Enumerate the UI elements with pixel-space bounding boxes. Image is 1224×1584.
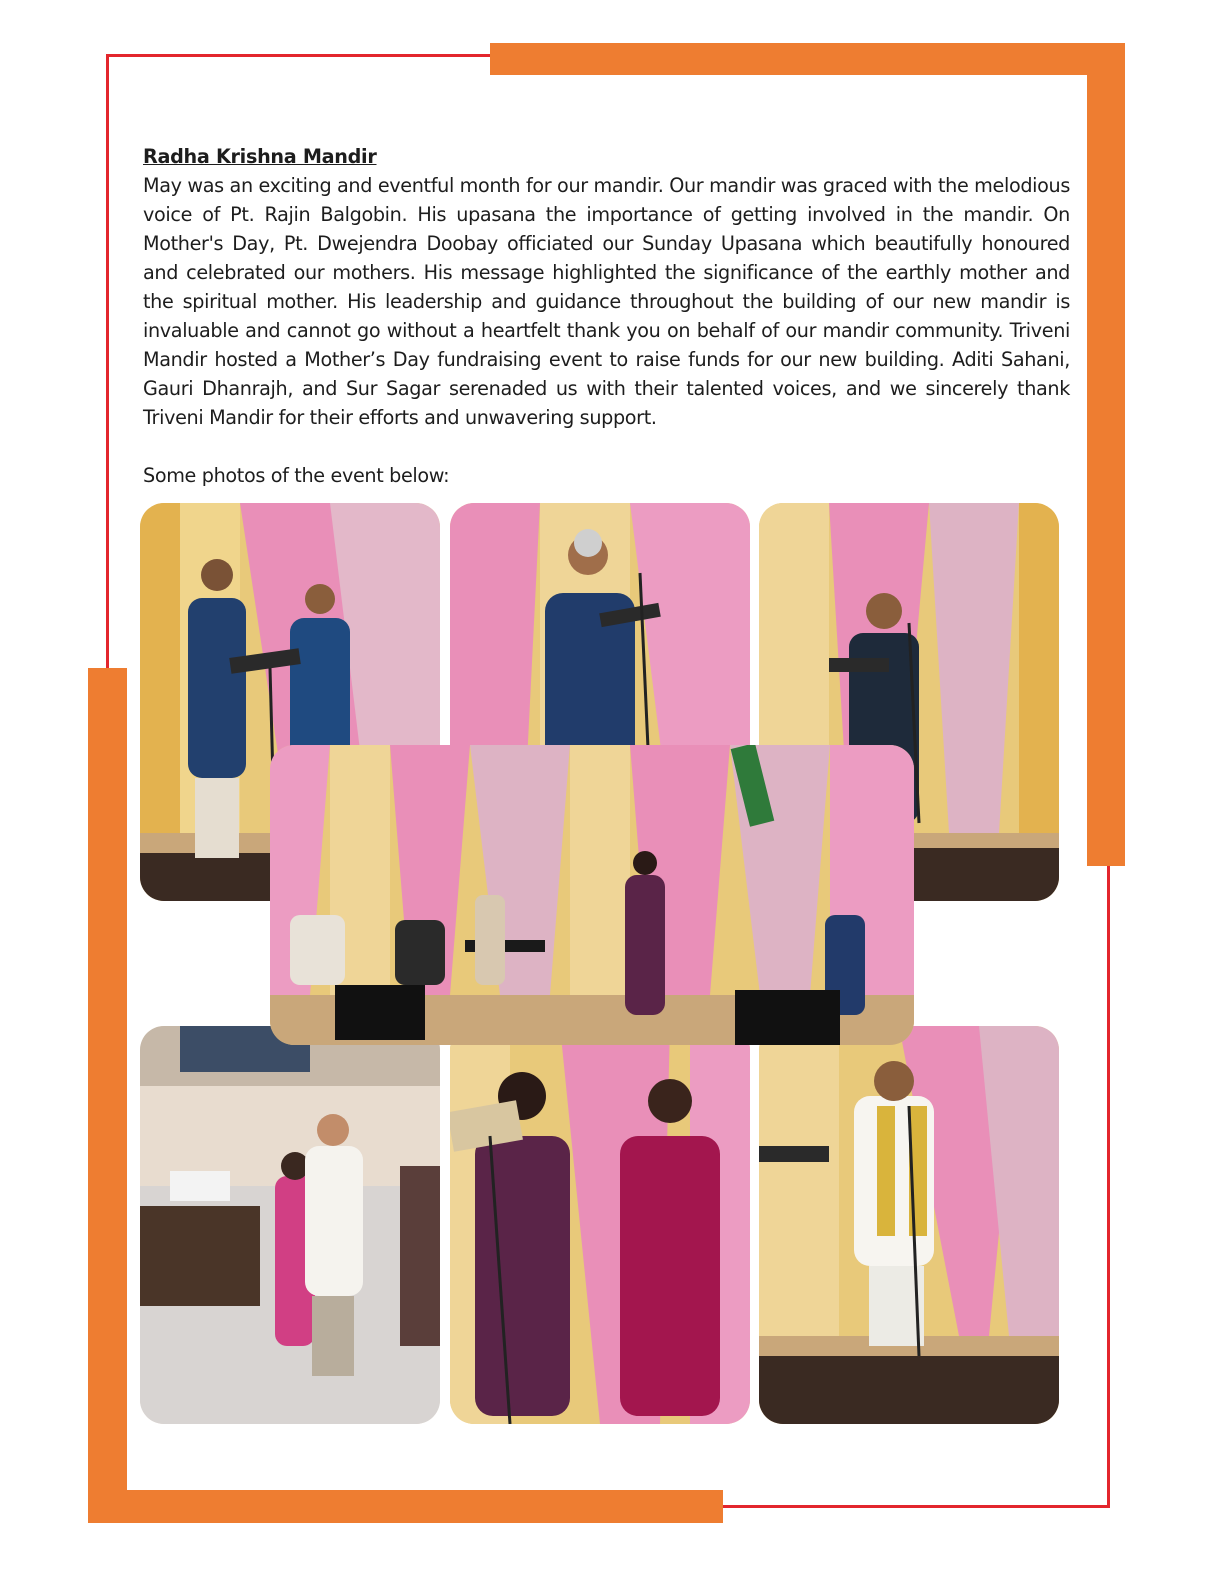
article (143, 142, 1070, 490)
orange-frame-right-bar (1087, 43, 1125, 866)
article-heading: Radha Krishna Mandir (143, 145, 377, 168)
photo-two-women-singing (450, 1026, 750, 1424)
photo-singer-white-kurta (759, 1026, 1059, 1424)
photo-stage-ensemble (270, 745, 914, 1045)
orange-frame-left-bar (88, 668, 127, 1523)
orange-frame-bottom-bar (88, 1490, 723, 1523)
photo-couple-dancing (140, 1026, 440, 1424)
photos-caption: Some photos of the event below: (143, 464, 450, 487)
article-body: May was an exciting and eventful month for our mandir. Our mandir was graced with the melodious voice of Pt. Rajin Balgobin. His upasana the importance of getting involved in the mandir. On Mother's Day, Pt. Dwejendra Doobay officiated our Sunday Upasana which beautifully honoured and celebrated our mothers. His message highlighted the significance of the earthly mother and the spiritual mother. His leadership and guidance throughout the building of our new mandir is invaluable and cannot go without a heartfelt thank you on behalf of our mandir community. Triveni Mandir hosted a Mother’s Day fundraising event to raise funds for our new building. Aditi Sahani, Gauri Dhanrajh, and Sur Sagar serenaded us with their talented voices, and we sincerely thank Triveni Mandir for their efforts and unwavering support. (143, 174, 1070, 429)
orange-frame-top-bar (490, 43, 1125, 75)
